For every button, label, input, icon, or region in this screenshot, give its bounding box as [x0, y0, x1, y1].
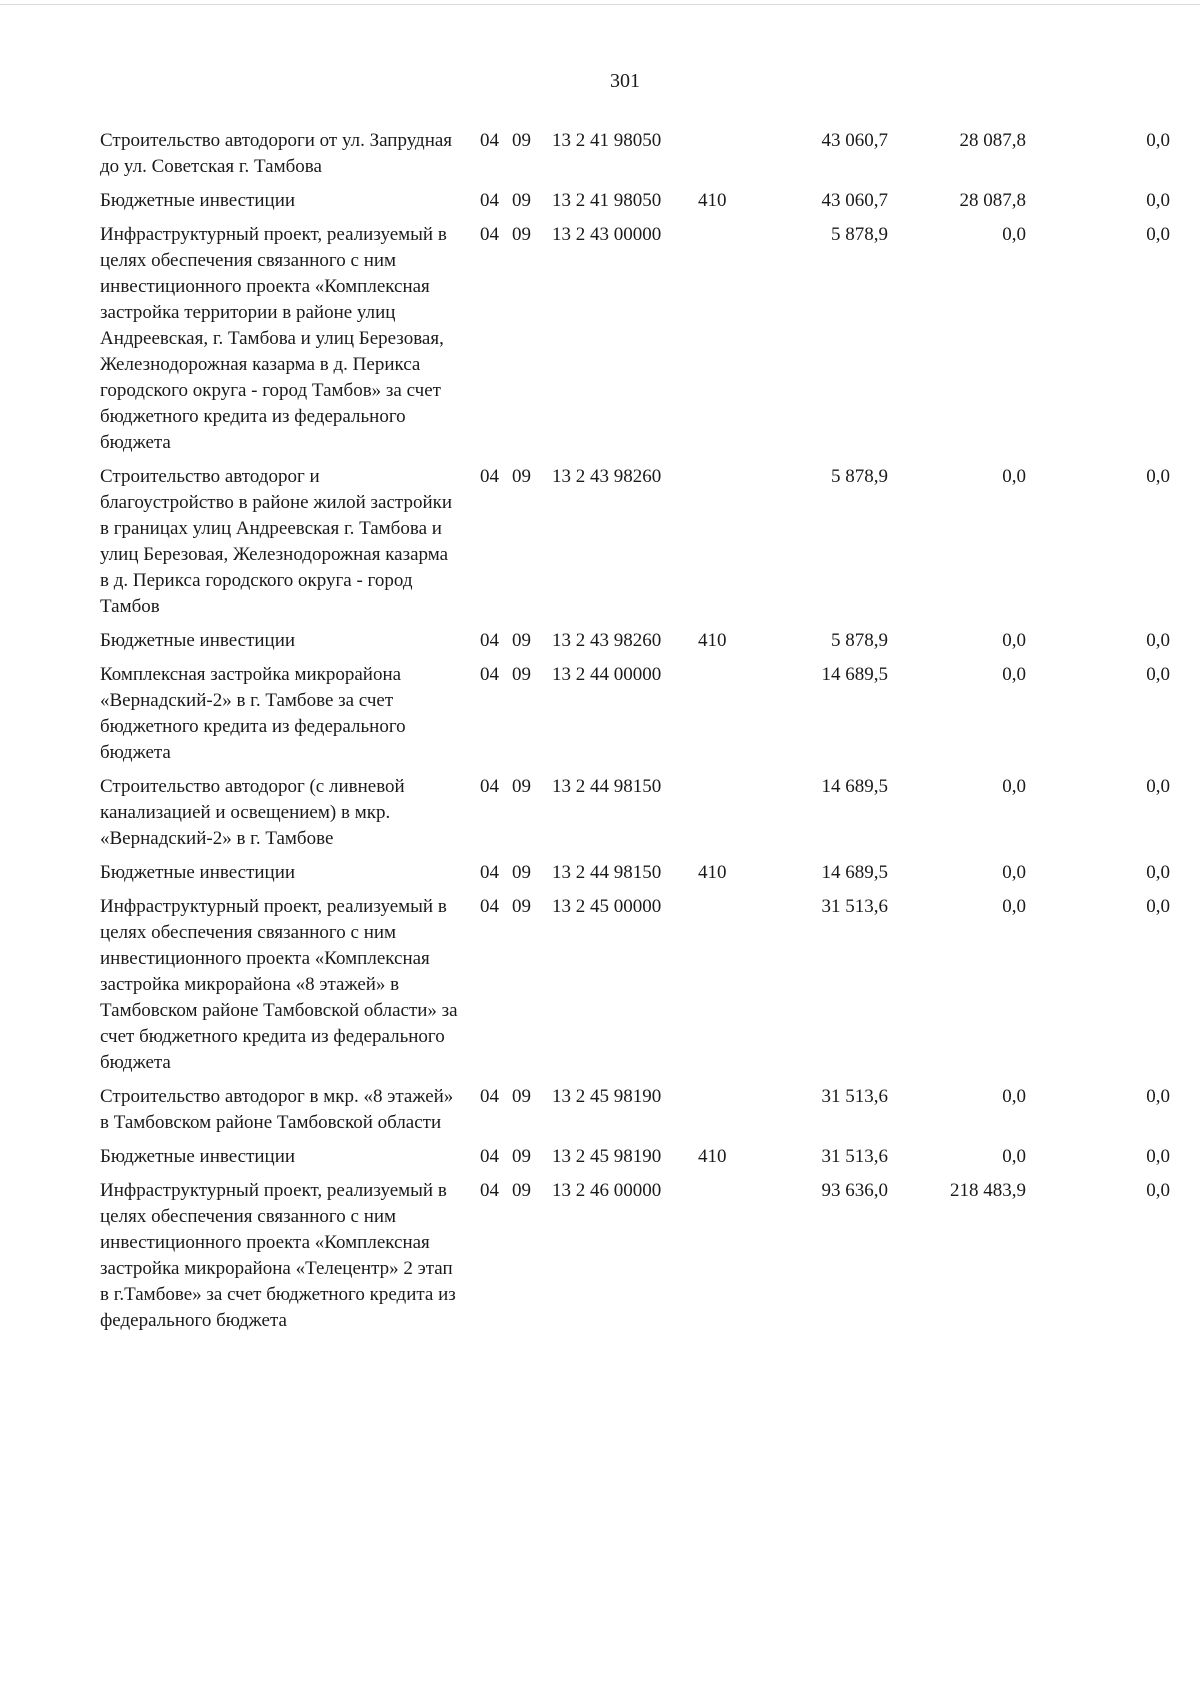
section-code-cell: 04 — [480, 776, 499, 797]
subsection-code-cell: 09 — [512, 776, 531, 797]
amount-year1-cell: 14 689,5 — [821, 664, 888, 685]
row-name-cell: Бюджетные инвестиции — [100, 630, 296, 651]
target-article-cell: 13 2 46 00000 — [552, 1180, 662, 1201]
expense-type-cell — [696, 222, 738, 464]
subsection-code-cell: 09 — [512, 630, 531, 651]
target-article-cell: 13 2 44 98150 — [552, 776, 662, 797]
table-row — [100, 464, 1170, 628]
target-article-cell: 13 2 43 00000 — [552, 224, 662, 245]
amount-year1-cell: 14 689,5 — [821, 776, 888, 797]
subsection-code-cell: 09 — [512, 1146, 531, 1167]
expense-type-cell: 410 — [698, 1146, 727, 1167]
scan-edge-line — [0, 4, 1200, 5]
expense-type-cell: 410 — [698, 190, 727, 211]
table-row — [100, 662, 1170, 774]
expense-type-cell — [696, 128, 738, 188]
amount-year2-cell: 0,0 — [1002, 1086, 1026, 1107]
amount-year3-cell: 0,0 — [1146, 1086, 1170, 1107]
target-article-cell: 13 2 43 98260 — [552, 630, 662, 651]
amount-year3-cell: 0,0 — [1146, 862, 1170, 883]
row-name-cell: Строительство автодорог (с ливневой канализацией и освещением) в мкр. «Вернадский-2» в г. Тамбове — [100, 776, 405, 849]
target-article-cell: 13 2 44 98150 — [552, 862, 662, 883]
subsection-code-cell: 09 — [512, 130, 531, 151]
subsection-code-cell: 09 — [512, 224, 531, 245]
target-article-cell: 13 2 45 00000 — [552, 896, 662, 917]
amount-year3-cell: 0,0 — [1146, 1146, 1170, 1167]
table-row — [100, 774, 1170, 860]
expense-type-cell — [696, 662, 738, 774]
row-name-cell: Инфраструктурный проект, реализуемый в целях обеспечения связанного с ним инвестиционного проекта «Комплексная застройка микрорайона «Телецентр» 2 этап в г.Тамбове» за счет бюджетного кредита из федерального бюджета — [100, 1180, 456, 1331]
table-row — [100, 860, 1170, 894]
subsection-code-cell: 09 — [512, 466, 531, 487]
table-row — [100, 128, 1170, 188]
row-name-cell: Бюджетные инвестиции — [100, 862, 296, 883]
target-article-cell: 13 2 45 98190 — [552, 1146, 662, 1167]
subsection-code-cell: 09 — [512, 1180, 531, 1201]
row-name-cell: Строительство автодорог и благоустройство в районе жилой застройки в границах улиц Андреевская г. Тамбова и улиц Березовая, Железнодорожная казарма в д. Перикса городского округа - город Тамбов — [100, 466, 453, 617]
row-name-cell: Комплексная застройка микрорайона «Вернадский-2» в г. Тамбове за счет бюджетного кредита из федерального бюджета — [100, 664, 406, 763]
amount-year2-cell: 0,0 — [1002, 862, 1026, 883]
amount-year3-cell: 0,0 — [1146, 130, 1170, 151]
target-article-cell: 13 2 44 00000 — [552, 664, 662, 685]
target-article-cell: 13 2 43 98260 — [552, 466, 662, 487]
section-code-cell: 04 — [480, 466, 499, 487]
expense-type-cell — [696, 464, 738, 628]
row-name-cell: Строительство автодороги от ул. Запрудная до ул. Советская г. Тамбова — [100, 130, 453, 177]
subsection-code-cell: 09 — [512, 664, 531, 685]
expense-type-cell: 410 — [698, 630, 727, 651]
table-row — [100, 628, 1170, 662]
table-row — [100, 1178, 1170, 1342]
amount-year1-cell: 14 689,5 — [821, 862, 888, 883]
amount-year2-cell: 28 087,8 — [959, 130, 1026, 151]
row-name-cell: Инфраструктурный проект, реализуемый в целях обеспечения связанного с ним инвестиционного проекта «Комплексная застройка микрорайона «8 этажей» в Тамбовском районе Тамбовской области» за счет бюджетного кредита из федерального бюджета — [100, 896, 458, 1073]
amount-year2-cell: 0,0 — [1002, 630, 1026, 651]
amount-year1-cell: 31 513,6 — [821, 1086, 888, 1107]
target-article-cell: 13 2 41 98050 — [552, 190, 662, 211]
target-article-cell: 13 2 41 98050 — [552, 130, 662, 151]
amount-year3-cell: 0,0 — [1146, 664, 1170, 685]
subsection-code-cell: 09 — [512, 896, 531, 917]
amount-year1-cell: 43 060,7 — [821, 190, 888, 211]
subsection-code-cell: 09 — [512, 862, 531, 883]
row-name-cell: Бюджетные инвестиции — [100, 190, 296, 211]
subsection-code-cell: 09 — [512, 1086, 531, 1107]
amount-year2-cell: 218 483,9 — [950, 1180, 1026, 1201]
section-code-cell: 04 — [480, 1146, 499, 1167]
row-name-cell: Строительство автодорог в мкр. «8 этажей» в Тамбовском районе Тамбовской области — [100, 1086, 454, 1133]
amount-year1-cell: 43 060,7 — [821, 130, 888, 151]
page-number: 301 — [610, 70, 640, 92]
expense-type-cell — [696, 1084, 738, 1144]
target-article-cell: 13 2 45 98190 — [552, 1086, 662, 1107]
amount-year3-cell: 0,0 — [1146, 1180, 1170, 1201]
amount-year3-cell: 0,0 — [1146, 466, 1170, 487]
section-code-cell: 04 — [480, 630, 499, 651]
amount-year1-cell: 5 878,9 — [831, 466, 888, 487]
expense-type-cell — [696, 894, 738, 1084]
amount-year2-cell: 0,0 — [1002, 1146, 1026, 1167]
table-body — [100, 128, 1170, 1342]
amount-year3-cell: 0,0 — [1146, 630, 1170, 651]
section-code-cell: 04 — [480, 862, 499, 883]
row-name-cell: Бюджетные инвестиции — [100, 1146, 296, 1167]
amount-year2-cell: 0,0 — [1002, 896, 1026, 917]
section-code-cell: 04 — [480, 130, 499, 151]
section-code-cell: 04 — [480, 1086, 499, 1107]
table-row — [100, 222, 1170, 464]
section-code-cell: 04 — [480, 664, 499, 685]
amount-year1-cell: 93 636,0 — [821, 1180, 888, 1201]
expense-type-cell: 410 — [698, 862, 727, 883]
amount-year1-cell: 5 878,9 — [831, 630, 888, 651]
section-code-cell: 04 — [480, 1180, 499, 1201]
amount-year2-cell: 0,0 — [1002, 776, 1026, 797]
amount-year1-cell: 31 513,6 — [821, 896, 888, 917]
expense-type-cell — [696, 774, 738, 860]
expense-type-cell — [696, 1178, 738, 1342]
amount-year3-cell: 0,0 — [1146, 896, 1170, 917]
table-row — [100, 188, 1170, 222]
amount-year1-cell: 5 878,9 — [831, 224, 888, 245]
row-name-cell: Инфраструктурный проект, реализуемый в целях обеспечения связанного с ним инвестиционного проекта «Комплексная застройка территории в районе улиц Андреевская, г. Тамбова и улиц Березовая, Железнодорожная казарма в д. Перикса городского округа - город Тамбов» за счет бюджетного кредита из федерального бюджета — [100, 224, 447, 453]
amount-year2-cell: 28 087,8 — [959, 190, 1026, 211]
amount-year3-cell: 0,0 — [1146, 776, 1170, 797]
amount-year3-cell: 0,0 — [1146, 224, 1170, 245]
amount-year3-cell: 0,0 — [1146, 190, 1170, 211]
amount-year2-cell: 0,0 — [1002, 664, 1026, 685]
section-code-cell: 04 — [480, 896, 499, 917]
subsection-code-cell: 09 — [512, 190, 531, 211]
table-row — [100, 1084, 1170, 1144]
amount-year2-cell: 0,0 — [1002, 224, 1026, 245]
section-code-cell: 04 — [480, 224, 499, 245]
amount-year1-cell: 31 513,6 — [821, 1146, 888, 1167]
section-code-cell: 04 — [480, 190, 499, 211]
table-row — [100, 1144, 1170, 1178]
budget-table — [100, 128, 1170, 1342]
amount-year2-cell: 0,0 — [1002, 466, 1026, 487]
table-row — [100, 894, 1170, 1084]
